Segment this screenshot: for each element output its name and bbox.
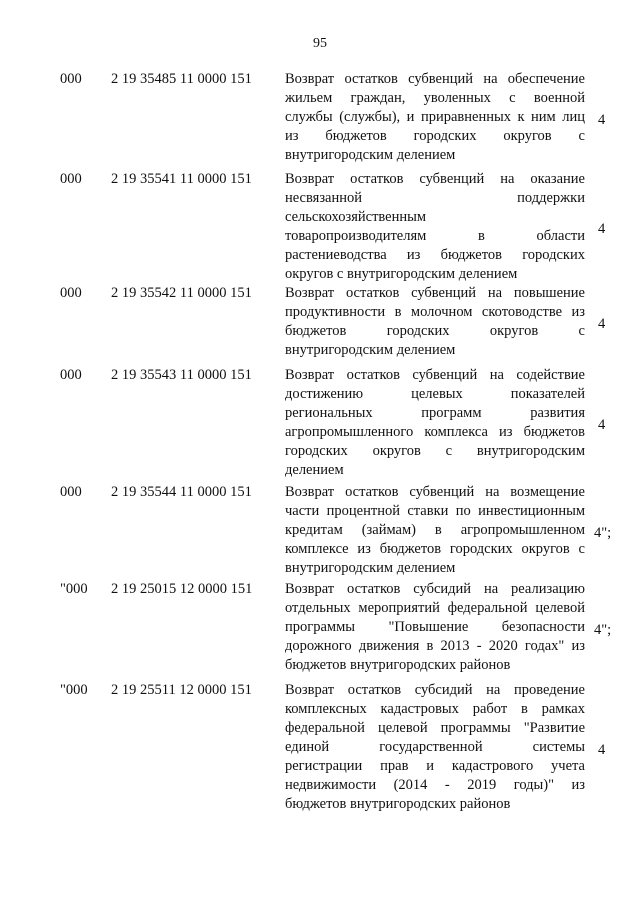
budget-classification-code: 2 19 35542 11 0000 151 (111, 285, 252, 301)
row-prefix: 000 (60, 484, 82, 500)
row-end-mark: 4 (598, 112, 606, 128)
budget-classification-code: 2 19 35541 11 0000 151 (111, 171, 252, 187)
row-end-mark: 4 (598, 417, 606, 433)
row-prefix: "000 (60, 682, 88, 698)
row-end-mark: 4 (598, 316, 606, 332)
budget-classification-code: 2 19 25511 12 0000 151 (111, 682, 252, 698)
budget-classification-code: 2 19 35485 11 0000 151 (111, 71, 252, 87)
row-description (285, 681, 585, 814)
description-line: части процентной ставки по инвестиционным (285, 503, 585, 519)
row-prefix: 000 (60, 71, 82, 87)
row-description (285, 284, 585, 360)
row-description (285, 483, 585, 578)
description-line: единой государственной системы (285, 739, 585, 755)
budget-classification-code: 2 19 25015 12 0000 151 (111, 581, 253, 597)
description-line: городских округов с внутригородским (285, 443, 585, 459)
description-line: жильем граждан, уволенных с военной (285, 90, 585, 106)
description-line: федеральной целевой программы "Развитие (285, 720, 585, 736)
row-description (285, 170, 585, 284)
description-line: кредитам (займам) в агропромышленном (285, 522, 585, 538)
row-end-mark: 4"; (594, 525, 612, 541)
row-prefix: 000 (60, 171, 82, 187)
description-line: товаропроизводителям в области (285, 228, 585, 244)
description-line: дорожного движения в 2013 - 2020 годах" из (285, 638, 585, 654)
description-line: делением (285, 462, 344, 478)
row-prefix: "000 (60, 581, 88, 597)
budget-classification-code: 2 19 35544 11 0000 151 (111, 484, 252, 500)
description-line: несвязанной поддержки (285, 190, 585, 206)
row-prefix: 000 (60, 367, 82, 383)
row-end-mark: 4"; (594, 622, 612, 638)
row-prefix: 000 (60, 285, 82, 301)
description-line: комплексе из бюджетов городских округов с (285, 541, 585, 557)
description-line: Возврат остатков субвенций на обеспечение (285, 71, 585, 87)
row-end-mark: 4 (598, 221, 606, 237)
description-line: сельскохозяйственным (285, 209, 427, 225)
description-line: округов с внутригородским делением (285, 266, 518, 282)
description-line: из бюджетов городских округов с (285, 128, 585, 144)
description-line: Возврат остатков субсидий на реализацию (285, 581, 585, 597)
description-line: регистрации прав и кадастрового учета (285, 758, 585, 774)
description-line: Возврат остатков субвенций на повышение (285, 285, 585, 301)
page-number: 95 (313, 36, 327, 51)
description-line: растениеводства из бюджетов городских (285, 247, 585, 263)
row-end-mark: 4 (598, 742, 606, 758)
row-description (285, 366, 585, 480)
row-description (285, 70, 585, 165)
description-line: внутригородским делением (285, 560, 456, 576)
description-line: региональных программ развития (285, 405, 585, 421)
description-line: Возврат остатков субвенций на оказание (285, 171, 585, 187)
description-line: продуктивности в молочном скотоводстве из (285, 304, 585, 320)
description-line: службы (службы), и приравненных к ним лиц (285, 109, 585, 125)
description-line: отдельных мероприятий федеральной целевой (285, 600, 585, 616)
description-line: Возврат остатков субвенций на возмещение (285, 484, 585, 500)
row-description (285, 580, 585, 675)
description-line: Возврат остатков субсидий на проведение (285, 682, 585, 698)
description-line: программы "Повышение безопасности (285, 619, 585, 635)
description-line: бюджетов городских округов с (285, 323, 585, 339)
description-line: недвижимости (2014 - 2019 годы)" из (285, 777, 585, 793)
description-line: достижению целевых показателей (285, 386, 585, 402)
description-line: бюджетов внутригородских районов (285, 657, 511, 673)
description-line: внутригородским делением (285, 342, 456, 358)
description-line: внутригородским делением (285, 147, 456, 163)
description-line: Возврат остатков субвенций на содействие (285, 367, 585, 383)
budget-classification-code: 2 19 35543 11 0000 151 (111, 367, 252, 383)
description-line: бюджетов внутригородских районов (285, 796, 511, 812)
description-line: агропромышленного комплекса из бюджетов (285, 424, 585, 440)
description-line: комплексных кадастровых работ в рамках (285, 701, 585, 717)
